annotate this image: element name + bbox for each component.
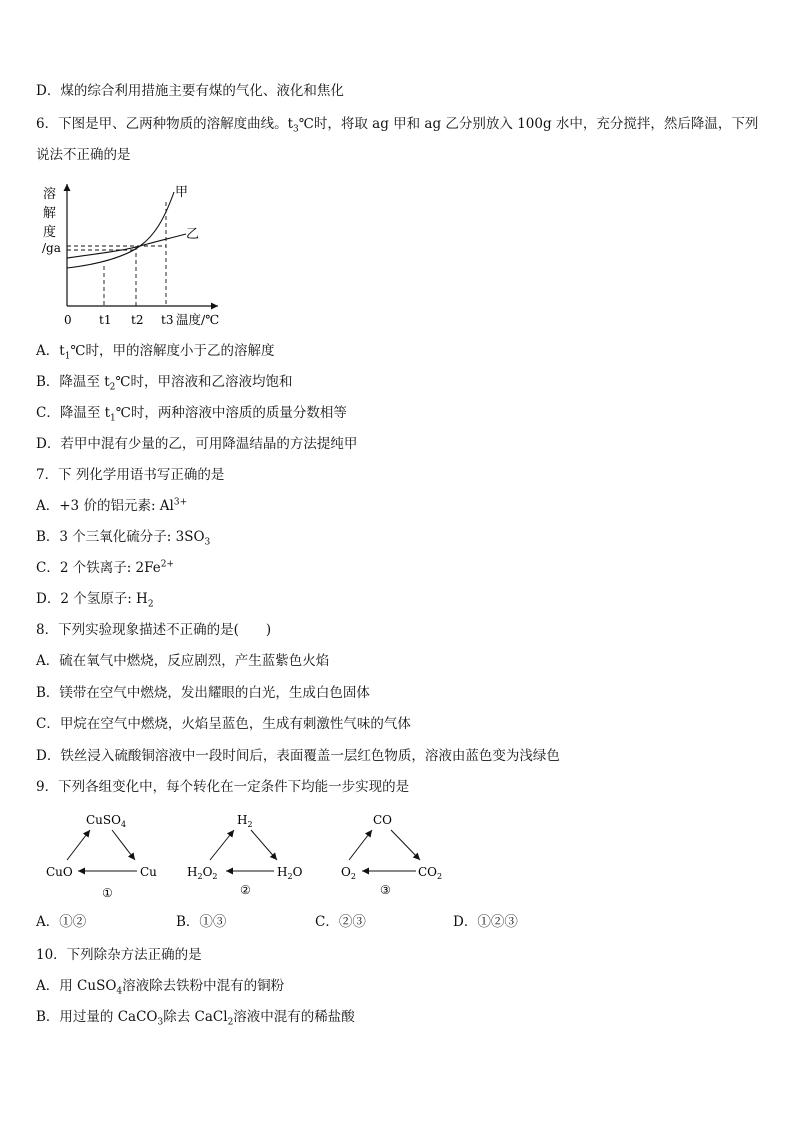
d2-arrow-top-right [251,830,277,860]
q8-option-c: C．甲烷在空气中燃烧，火焰呈蓝色，生成有刺激性气味的气体 [36,716,411,732]
tick-t1: t1 [99,313,112,327]
q6-stem [36,115,758,133]
q9-stem: 9．下列各组变化中，每个转化在一定条件下均能一步实现的是 [36,779,410,795]
q6-c-text: C．降温至 t [36,405,111,421]
q5-option-d: D．煤的综合利用措施主要有煤的气化、液化和焦化 [36,83,344,99]
d3-arrow-left-top [349,830,372,860]
q6-a-sub: 1 [64,351,71,362]
q7-b-text: B．3 个三氧化硫分子: 3SO [36,529,205,545]
q6-option-c [36,404,347,422]
q7-option-c [36,559,174,577]
q7-a-sup: 3+ [173,497,188,508]
q6-stem-line2: 说法不正确的是 [36,147,131,163]
q6-b-text2: ℃时，甲溶液和乙溶液均饱和 [115,374,293,390]
q10-stem: 10．下列除杂方法正确的是 [36,947,202,963]
q6-option-a [36,342,275,360]
d3-top: CO [373,813,393,827]
q7-b-sub: 3 [204,537,211,548]
q7-d-text: D．2 个氢原子: H [36,591,148,607]
tick-t3: t3 [161,313,174,327]
q10-a-sub: 4 [116,986,123,997]
q7-stem: 7．下 列化学用语书写正确的是 [36,467,225,483]
origin-label: 0 [64,313,72,327]
series-label-jia: 甲 [175,185,189,200]
q10-option-b [36,1008,355,1026]
d2-right: $H_2O$ [277,865,303,881]
d2-arrow-left-top [210,830,234,860]
q10-a-text2: 溶液除去铁粉中混有的铜粉 [122,978,285,994]
d1-top: CuSO$_4$ [86,813,127,829]
q10-b-text3: 溶液中混有的稀盐酸 [233,1009,355,1025]
y-unit: /ga [42,241,61,255]
d2-top: $H_2$ [237,813,253,829]
q6-stem-part: 6．下图是甲、乙两种物质的溶解度曲线。t [36,116,294,132]
q10-option-a [36,977,284,995]
q8-option-a: A．硫在氧气中燃烧，反应剧烈，产生蓝紫色火焰 [36,653,330,669]
y-label-1: 溶 [43,187,57,202]
q6-option-b [36,373,292,391]
q6-c-text2: ℃时，两种溶液中溶质的质量分数相等 [115,405,347,421]
solubility-chart [36,180,236,330]
q10-b-text2: 除去 CaCl [163,1009,228,1025]
q9-option-d: D．①②③ [453,914,518,930]
q7-a-text: A．+3 价的铝元素: Al [36,498,174,514]
q10-a-text: A．用 CuSO [36,978,117,994]
q9-option-c: C．②③ [315,914,366,930]
d3-number: ③ [380,883,391,897]
d3-right: $CO_2$ [418,865,443,881]
q6-stem-part2: ℃时，将取 ag 甲和 ag 乙分别放入 100g 水中，充分搅拌，然后降温，下列 [298,116,759,132]
q9-option-b: B．①③ [176,914,227,930]
q7-option-d [36,590,154,608]
q6-stem-sub: 3 [293,124,299,135]
d2-left: $H_2O_2$ [187,865,218,881]
q7-c-sup: 2+ [160,559,175,570]
q8-option-b: B．镁带在空气中燃烧，发出耀眼的白光，生成白色固体 [36,685,370,701]
tick-t2: t2 [131,313,144,327]
d3-left: $O_2$ [341,865,356,881]
q10-b-sub2: 2 [227,1017,234,1028]
y-label-3: 度 [43,225,57,240]
d1-arrow-top-right [112,830,135,860]
q8-option-d: D．铁丝浸入硫酸铜溶液中一段时间后，表面覆盖一层红色物质，溶液由蓝色变为浅绿色 [36,748,560,764]
q6-b-sub: 2 [109,382,116,393]
series-label-yi: 乙 [186,227,200,242]
d2-number: ② [240,883,251,897]
d3-arrow-top-right [391,830,420,860]
d1-number: ① [102,886,113,900]
x-axis-label: 温度/℃ [176,312,220,327]
q10-b-text: B．用过量的 CaCO [36,1009,158,1025]
q8-stem: 8．下列实验现象描述不正确的是( ) [36,622,272,638]
q6-a-text2: ℃时，甲的溶解度小于乙的溶解度 [70,343,275,359]
curve-jia [67,192,174,268]
q6-c-sub: 1 [110,413,116,424]
q7-option-a [36,497,187,515]
d1-arrow-left-top [67,830,90,860]
conversion-diagrams [40,808,460,903]
q6-b-text: B．降温至 t [36,374,110,390]
q7-c-text: C．2 个铁离子: 2Fe [36,560,161,576]
y-label-2: 解 [43,206,57,221]
q6-a-text: A．t [36,343,65,359]
q7-d-sub: 2 [147,599,154,610]
q9-option-a: A．①② [36,914,87,930]
q10-b-sub: 3 [157,1017,164,1028]
q6-option-d: D．若甲中混有少量的乙，可用降温结晶的方法提纯甲 [36,436,358,452]
d1-right: Cu [140,865,157,879]
q7-option-b [36,528,210,546]
d1-left: CuO [46,865,73,879]
